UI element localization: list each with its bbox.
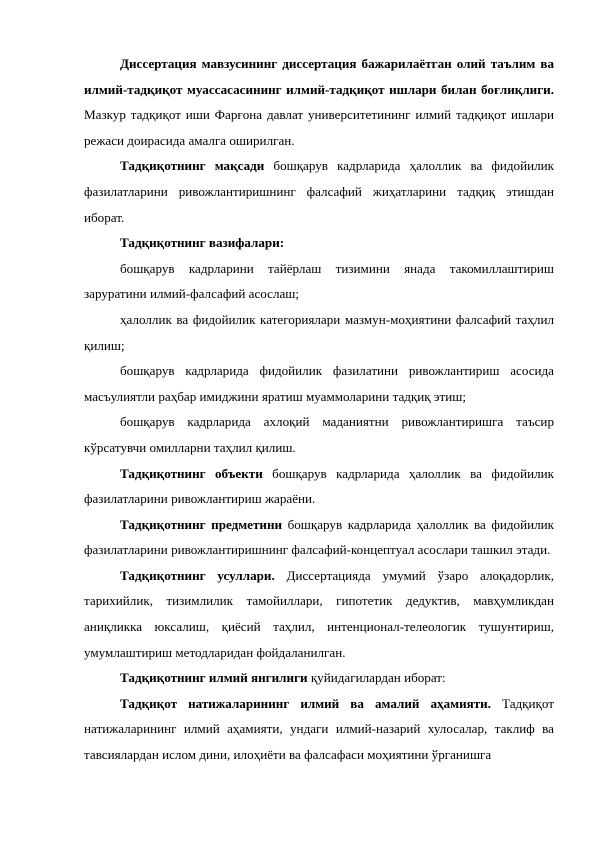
paragraph-tasks-heading [84, 230, 554, 256]
paragraph-text: ҳалоллик ва фидойилик категориялари мазмун-моҳиятини фалсафий таҳлил қилиш; [84, 311, 554, 353]
paragraph-heading: Тадқиқотнинг предметини [120, 516, 283, 532]
paragraph-heading: Тадқиқотнинг усуллари. [120, 567, 275, 583]
paragraph-text: бошқарув кадрларида ахлоқий маданиятни ривожлантиришга таъсир кўрсатувчи омилларни таҳлил қилиш. [84, 414, 554, 455]
paragraph-subject [84, 512, 554, 563]
paragraph-heading: Тадқиқотнинг объекти [120, 465, 263, 481]
paragraph-object [84, 461, 554, 512]
paragraph-heading: Тадқиқотнинг вазифалари: [120, 235, 285, 251]
paragraph-text: бошқарув кадрларида ҳалоллик ва фидойилик фазилатларини ривожлантириш жараёни. [84, 465, 555, 507]
paragraph-significance [84, 691, 554, 768]
paragraph-text: Тадқиқот натижаларининг илмий аҳамияти, ундаги илмий-назарий хулосалар, таклиф ва тавсиялардан ислом дини, илоҳиёти ва фалсафаси моҳиятини ўрганишга [84, 695, 554, 763]
paragraph-task-4 [84, 409, 554, 460]
paragraph-goal [84, 153, 554, 230]
paragraph-text: бошқарув кадрларида фидойилик фазилатини ривожлантириш асосида масъулиятли раҳбар имиджини яратиш муаммоларини тадқиқ этиш; [84, 363, 554, 404]
paragraph-text: Мазкур тадқиқот иши Фарғона давлат университетининг илмий тадқиқот ишлари режаси доирасида амалга оширилган. [84, 107, 554, 148]
paragraph-text: Диссертацияда умумий ўзаро алоқадорлик, тарихийлик, тизимлилик тамойиллари, гипотетик дедуктив, мавҳумликдан аниқликка юксалиш, қиёсий таҳлил, интенционал-телеологик тушунтириш, умумлаштириш методларидан фойдаланилган. [84, 567, 554, 660]
paragraph-heading: Тадқиқот натижаларининг илмий ва амалий аҳамияти. [120, 695, 491, 711]
paragraph-heading: Диссертация мавзусининг диссертация бажарилаётган олий таълим ва илмий-тадқиқот муассасасининг илмий-тадқиқот ишлари билан боғлиқлиги. [84, 56, 554, 97]
paragraph-text: бошқарув кадрларида ҳалоллик ва фидойилик фазилатларини ривожлантиришнинг фалсафий-концептуал асослари ташкил этади. [84, 516, 554, 558]
paragraph-methods [84, 563, 554, 665]
document-body [84, 51, 554, 768]
paragraph-novelty [84, 665, 554, 691]
paragraph-task-3 [84, 358, 554, 409]
paragraph-heading: Тадқиқотнинг илмий янгилиги [120, 670, 308, 686]
paragraph-heading: Тадқиқотнинг мақсади [120, 158, 265, 174]
paragraph-text: бошқарув кадрларида ҳалоллик ва фидойилик фазилатларини ривожлантиришнинг фалсафий жиҳатларини тадқиқ этишдан иборат. [84, 158, 555, 225]
paragraph-text: бошқарув кадрларини тайёрлаш тизимини янада такомиллаштириш заруратини илмий-фалсафий асослаш; [84, 260, 554, 302]
paragraph-text: қуйидагилардан иборат: [307, 670, 446, 686]
paragraph-relevance [84, 51, 554, 153]
paragraph-task-2 [84, 307, 554, 358]
paragraph-task-1 [84, 256, 554, 307]
